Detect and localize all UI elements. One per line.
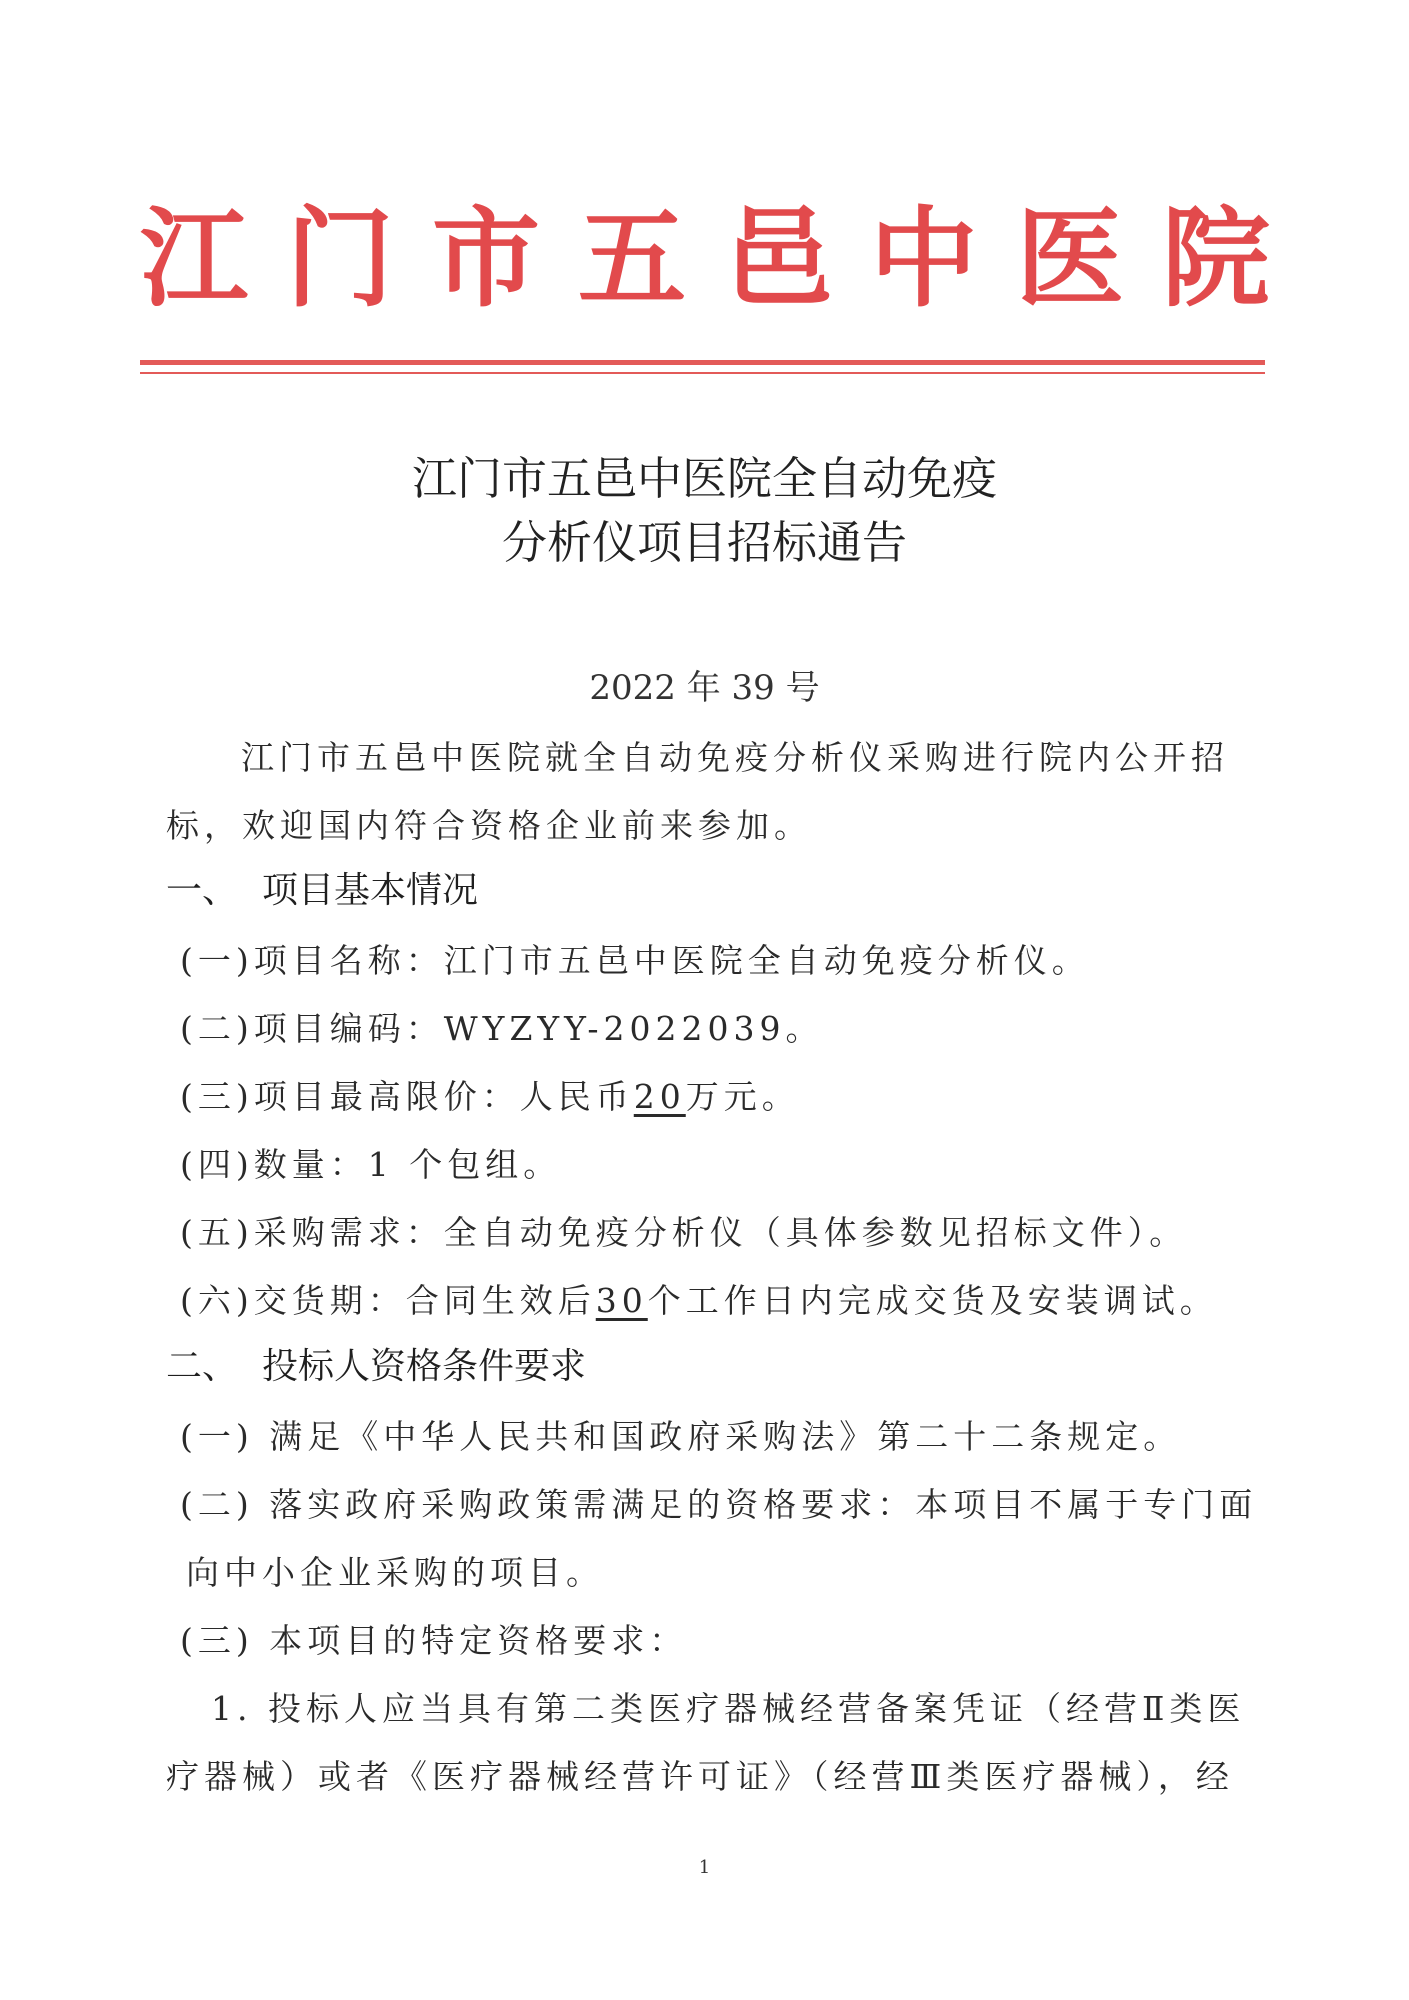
masthead-char: 邑: [723, 196, 832, 322]
page-number: 1: [698, 1857, 711, 1878]
masthead-char: 院: [1161, 196, 1270, 322]
masthead-char: 医: [1015, 196, 1124, 322]
title-line-2: 分析仪项目招标通告: [501, 516, 907, 569]
specific-requirement-1-line-2: 疗器械）或者《医疗器械经营许可证》（经营Ⅲ类医疗器械），经: [166, 1757, 1234, 1796]
masthead-char: 江: [140, 196, 249, 322]
masthead-char: 门: [285, 196, 394, 322]
masthead-rule-thick: [140, 360, 1265, 365]
section-1-heading: [166, 867, 478, 915]
item-delivery: [180, 1277, 1218, 1325]
masthead-char: 五: [577, 196, 686, 322]
max-price-label: (三)项目最高限价：人民币: [180, 1077, 634, 1116]
masthead-char: 市: [431, 196, 540, 322]
delivery-suffix: 个工作日内完成交货及安装调试。: [647, 1281, 1218, 1320]
section-2-number: 二、: [166, 1346, 239, 1387]
requirement-3: (三) 本项目的特定资格要求：: [180, 1621, 688, 1660]
section-2-title: 投标人资格条件要求: [262, 1346, 587, 1387]
max-price-unit: 万元。: [685, 1077, 800, 1116]
item-quantity: (四)数量：1 个包组。: [180, 1145, 562, 1184]
delivery-days: 30: [595, 1281, 648, 1320]
requirement-2-line-2: 向中小企业采购的项目。: [186, 1553, 604, 1592]
specific-requirement-1-line-1: 1. 投标人应当具有第二类医疗器械经营备案凭证（经营Ⅱ类医: [211, 1689, 1246, 1728]
requirement-1: (一) 满足《中华人民共和国政府采购法》第二十二条规定。: [180, 1417, 1182, 1456]
masthead-rule-thin: [140, 372, 1265, 374]
document-title: [0, 447, 1409, 575]
title-line-1: 江门市五邑中医院全自动免疫: [411, 452, 997, 505]
document-number: 2022 年 39 号: [589, 668, 820, 708]
masthead-char: 中: [869, 196, 978, 322]
item-demand: (五)采购需求：全自动免疫分析仪（具体参数见招标文件）。: [180, 1213, 1188, 1252]
item-project-name: (一)项目名称：江门市五邑中医院全自动免疫分析仪。: [180, 941, 1090, 980]
section-1-number: 一、: [166, 870, 239, 911]
max-price-value: 20: [633, 1077, 686, 1116]
section-2-heading: [166, 1343, 586, 1391]
intro-line-1: 江门市五邑中医院就全自动免疫分析仪采购进行院内公开招: [241, 738, 1229, 777]
item-max-price: [180, 1073, 800, 1121]
masthead: [140, 196, 1270, 322]
intro-line-2: 标，欢迎国内符合资格企业前来参加。: [166, 806, 812, 845]
requirement-2-line-1: (二) 落实政府采购政策需满足的资格要求：本项目不属于专门面: [180, 1485, 1258, 1524]
item-project-code: (二)项目编码：WYZYY-2022039。: [180, 1009, 824, 1048]
section-1-title: 项目基本情况: [262, 870, 479, 911]
delivery-label: (六)交货期：合同生效后: [180, 1281, 596, 1320]
